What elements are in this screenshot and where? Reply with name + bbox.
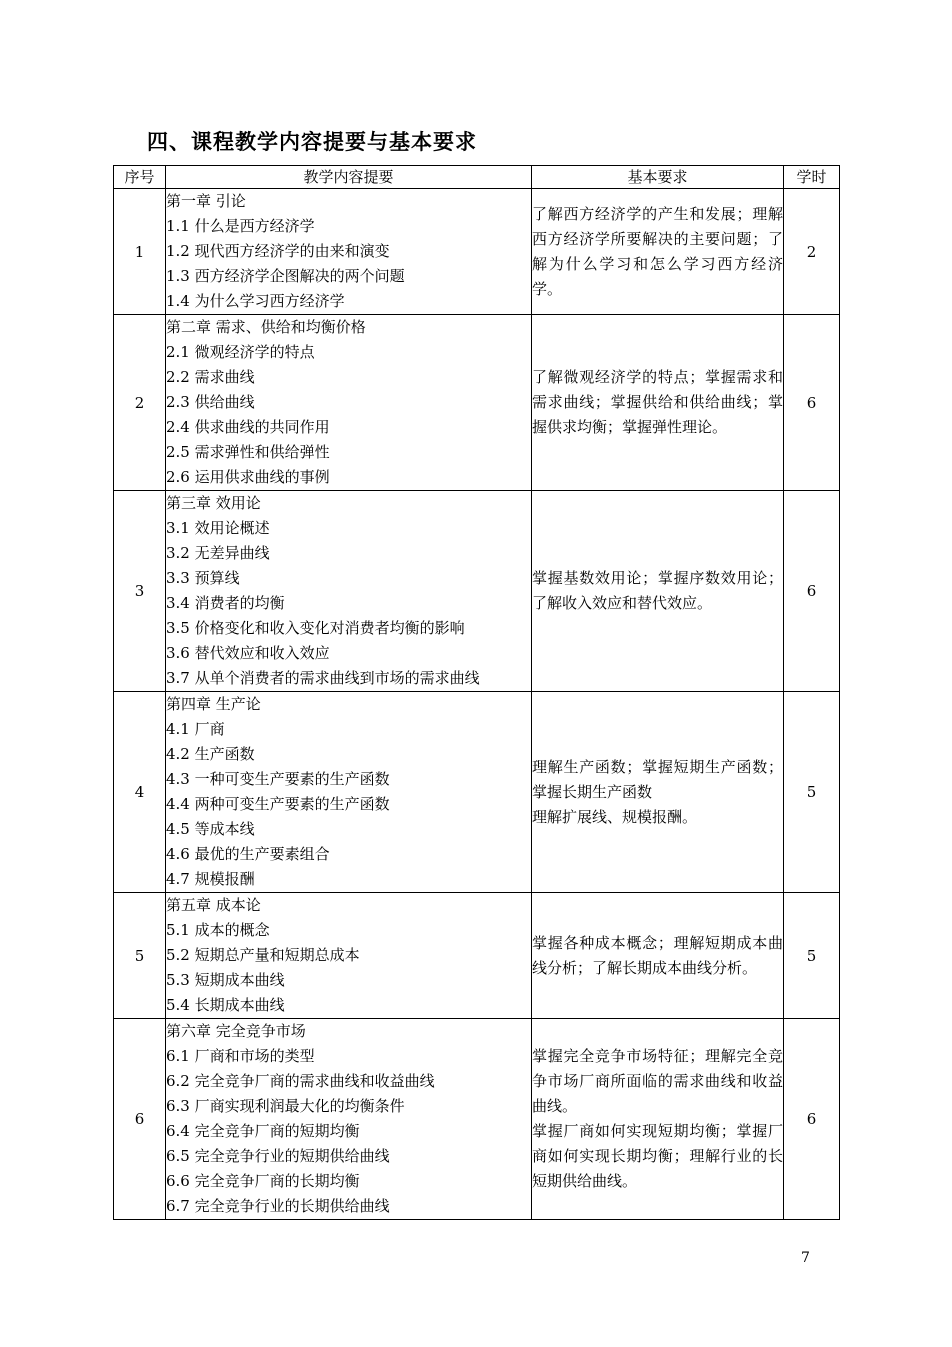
section-item: 4.5 等成本线 (166, 820, 255, 838)
section-item: 5.3 短期成本曲线 (166, 971, 285, 989)
section-item: 6.2 完全竞争厂商的需求曲线和收益曲线 (166, 1072, 435, 1090)
header-content: 教学内容提要 (166, 166, 532, 189)
chapter-title: 第三章 效用论 (166, 494, 261, 512)
table-row (114, 692, 840, 893)
section-item: 6.4 完全竞争厂商的短期均衡 (166, 1122, 360, 1140)
chapter-title: 第一章 引论 (166, 192, 246, 210)
header-requirement: 基本要求 (532, 166, 784, 189)
row-hours: 2 (784, 189, 840, 315)
chapter-title: 第四章 生产论 (166, 695, 261, 713)
section-item: 5.2 短期总产量和短期总成本 (166, 946, 360, 964)
table-row (114, 315, 840, 491)
header-seq: 序号 (114, 166, 166, 189)
row-content (166, 491, 532, 692)
row-seq: 6 (114, 1019, 166, 1220)
chapter-title: 第六章 完全竞争市场 (166, 1022, 306, 1040)
section-item: 6.7 完全竞争行业的长期供给曲线 (166, 1197, 390, 1215)
row-hours: 6 (784, 1019, 840, 1220)
section-item: 4.7 规模报酬 (166, 870, 255, 888)
course-content-table (113, 165, 840, 1220)
table-header-row (114, 166, 840, 189)
section-item: 4.3 一种可变生产要素的生产函数 (166, 770, 390, 788)
row-hours: 6 (784, 315, 840, 491)
row-content (166, 1019, 532, 1220)
section-item: 6.5 完全竞争行业的短期供给曲线 (166, 1147, 390, 1165)
table-row (114, 491, 840, 692)
table-row (114, 1019, 840, 1220)
section-item: 5.1 成本的概念 (166, 921, 270, 939)
row-content (166, 692, 532, 893)
row-requirement: 了解西方经济学的产生和发展；理解西方经济学所要解决的主要问题；了解为什么学习和怎么学习西方经济学。 (532, 189, 784, 315)
section-item: 6.3 厂商实现利润最大化的均衡条件 (166, 1097, 405, 1115)
section-item: 1.3 西方经济学企图解决的两个问题 (166, 267, 405, 285)
page-number: 7 (801, 1250, 810, 1266)
row-requirement: 了解微观经济学的特点；掌握需求和需求曲线；掌握供给和供给曲线；掌握供求均衡；掌握弹性理论。 (532, 315, 784, 491)
row-requirement: 掌握各种成本概念；理解短期成本曲线分析；了解长期成本曲线分析。 (532, 893, 784, 1019)
row-content (166, 189, 532, 315)
table-row (114, 893, 840, 1019)
section-item: 4.2 生产函数 (166, 745, 255, 763)
row-seq: 1 (114, 189, 166, 315)
section-item: 4.6 最优的生产要素组合 (166, 845, 330, 863)
row-seq: 3 (114, 491, 166, 692)
section-title: 四、课程教学内容提要与基本要求 (147, 130, 477, 154)
row-seq: 5 (114, 893, 166, 1019)
row-hours: 6 (784, 491, 840, 692)
section-item: 2.3 供给曲线 (166, 393, 255, 411)
row-requirement: 掌握基数效用论；掌握序数效用论；了解收入效应和替代效应。 (532, 491, 784, 692)
section-item: 3.2 无差异曲线 (166, 544, 270, 562)
row-requirement: 掌握完全竞争市场特征；理解完全竞争市场厂商所面临的需求曲线和收益曲线。 掌握厂商如何实现短期均衡；掌握厂商如何实现长期均衡；理解行业的长短期供给曲线。 (532, 1019, 784, 1220)
section-item: 3.1 效用论概述 (166, 519, 270, 537)
section-item: 1.1 什么是西方经济学 (166, 217, 315, 235)
section-item: 2.5 需求弹性和供给弹性 (166, 443, 330, 461)
table-body (114, 189, 840, 1220)
section-item: 4.1 厂商 (166, 720, 225, 738)
row-hours: 5 (784, 893, 840, 1019)
section-item: 3.7 从单个消费者的需求曲线到市场的需求曲线 (166, 669, 480, 687)
row-content (166, 315, 532, 491)
table-row (114, 189, 840, 315)
chapter-title: 第五章 成本论 (166, 896, 261, 914)
section-item: 2.6 运用供求曲线的事例 (166, 468, 330, 486)
section-item: 3.5 价格变化和收入变化对消费者均衡的影响 (166, 619, 465, 637)
section-item: 3.6 替代效应和收入效应 (166, 644, 330, 662)
section-item: 6.6 完全竞争厂商的长期均衡 (166, 1172, 360, 1190)
section-item: 3.3 预算线 (166, 569, 240, 587)
section-item: 2.2 需求曲线 (166, 368, 255, 386)
header-hours: 学时 (784, 166, 840, 189)
section-item: 2.4 供求曲线的共同作用 (166, 418, 330, 436)
row-seq: 4 (114, 692, 166, 893)
row-content (166, 893, 532, 1019)
section-item: 1.4 为什么学习西方经济学 (166, 292, 345, 310)
row-hours: 5 (784, 692, 840, 893)
section-item: 2.1 微观经济学的特点 (166, 343, 315, 361)
row-requirement: 理解生产函数；掌握短期生产函数；掌握长期生产函数 理解扩展线、规模报酬。 (532, 692, 784, 893)
section-item: 5.4 长期成本曲线 (166, 996, 285, 1014)
section-item: 3.4 消费者的均衡 (166, 594, 285, 612)
chapter-title: 第二章 需求、供给和均衡价格 (166, 318, 366, 336)
section-item: 4.4 两种可变生产要素的生产函数 (166, 795, 390, 813)
section-item: 1.2 现代西方经济学的由来和演变 (166, 242, 390, 260)
section-item: 6.1 厂商和市场的类型 (166, 1047, 315, 1065)
row-seq: 2 (114, 315, 166, 491)
